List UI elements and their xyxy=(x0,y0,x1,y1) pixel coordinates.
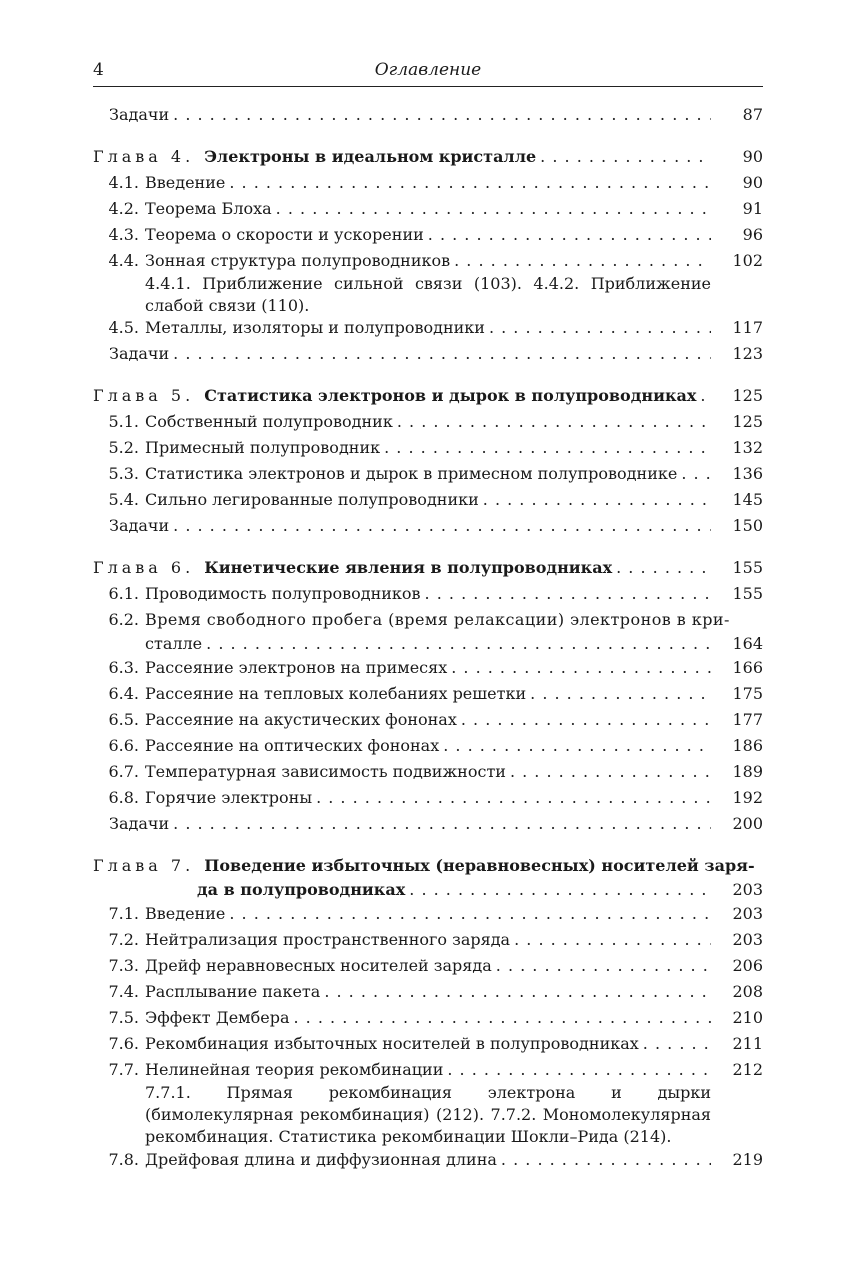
entry-label: Зонная структура полупроводников xyxy=(145,251,451,270)
section-number: 6.2. xyxy=(108,610,139,629)
leader-dots xyxy=(447,1058,711,1082)
page-ref: 125 xyxy=(732,412,763,431)
toc-line xyxy=(93,171,763,195)
page-ref: 155 xyxy=(732,558,763,577)
chapter-prefix: Глава 5. xyxy=(93,386,195,405)
entry-label: Теорема Блоха xyxy=(145,199,272,218)
entry-label-cont: сталле xyxy=(145,634,203,653)
toc-line xyxy=(93,316,763,340)
chapter-prefix: Глава 4. xyxy=(93,147,195,166)
entry-label: Проводимость полупроводников xyxy=(145,584,421,603)
toc-line xyxy=(93,878,763,902)
toc-entry[interactable] xyxy=(93,316,763,340)
entry-label: Рассеяние электронов на примесях xyxy=(145,658,448,677)
entry-label: Рекомбинация избыточных носителей в полупроводниках xyxy=(145,1034,639,1053)
page-ref: 96 xyxy=(742,225,763,244)
leader-dots xyxy=(206,632,711,656)
toc-entry[interactable] xyxy=(93,656,763,680)
toc-entry[interactable] xyxy=(93,812,763,836)
page-ref: 175 xyxy=(732,684,763,703)
toc-line xyxy=(93,928,763,952)
entry-label: Статистика электронов и дырок в примесном полупроводнике xyxy=(145,464,678,483)
leader-dots xyxy=(294,1006,712,1030)
toc-line xyxy=(93,682,763,706)
entry-label: Рассеяние на тепловых колебаниях решетки xyxy=(145,684,527,703)
toc-line xyxy=(93,103,763,127)
page-ref: 203 xyxy=(732,880,763,899)
entry-label: Температурная зависимость подвижности xyxy=(145,762,506,781)
section-number: 6.7. xyxy=(108,762,139,781)
toc-line xyxy=(93,436,763,460)
entry-label: Металлы, изоляторы и полупроводники xyxy=(145,318,485,337)
toc-line xyxy=(93,410,763,434)
entry-label: Дрейфовая длина и диффузионная длина xyxy=(145,1150,497,1169)
page-ref: 90 xyxy=(742,147,763,166)
section-number: 6.4. xyxy=(108,684,139,703)
toc-line xyxy=(93,1058,763,1082)
entry-label: Нейтрализация пространственного заряда xyxy=(145,930,511,949)
page-ref: 87 xyxy=(742,105,763,124)
entry-label: Задачи xyxy=(109,516,170,535)
leader-dots xyxy=(173,342,711,366)
page-ref: 210 xyxy=(732,1008,763,1027)
section-number: 7.1. xyxy=(108,904,139,923)
leader-dots xyxy=(173,103,711,127)
toc-line xyxy=(93,514,763,538)
leader-dots xyxy=(276,197,711,221)
entry-label: Примесный полупроводник xyxy=(145,438,381,457)
page-ref: 192 xyxy=(732,788,763,807)
leader-dots xyxy=(540,145,711,169)
page-ref: 189 xyxy=(732,762,763,781)
page-ref: 186 xyxy=(732,736,763,755)
toc-line xyxy=(93,1032,763,1056)
toc-entry[interactable] xyxy=(93,384,763,408)
leader-dots xyxy=(428,223,711,247)
leader-dots xyxy=(483,488,711,512)
page-ref: 125 xyxy=(732,386,763,405)
toc-line xyxy=(93,145,763,169)
section-number: 5.3. xyxy=(108,464,139,483)
toc-line xyxy=(93,582,763,606)
entry-label: Горячие электроны xyxy=(145,788,313,807)
toc-line xyxy=(93,608,763,632)
toc-line xyxy=(93,342,763,366)
toc-entry[interactable] xyxy=(93,223,763,247)
leader-dots xyxy=(454,249,711,273)
section-number: 7.7. xyxy=(108,1060,139,1079)
leader-dots xyxy=(173,514,711,538)
chapter-prefix: Глава 7. xyxy=(93,856,195,875)
leader-dots xyxy=(510,760,711,784)
entry-label: Сильно легированные полупроводники xyxy=(145,490,479,509)
page-ref: 145 xyxy=(732,490,763,509)
section-number: 5.1. xyxy=(108,412,139,431)
toc-line xyxy=(93,462,763,486)
toc-entry[interactable] xyxy=(93,436,763,460)
leader-dots xyxy=(316,786,711,810)
page-ref: 164 xyxy=(732,634,763,653)
page-ref: 208 xyxy=(732,982,763,1001)
section-number: 6.3. xyxy=(108,658,139,677)
entry-label: Собственный полупроводник xyxy=(145,412,393,431)
toc-entry[interactable] xyxy=(93,103,763,127)
toc-entry[interactable] xyxy=(93,488,763,512)
page xyxy=(93,58,763,1169)
leader-dots xyxy=(173,812,711,836)
entry-label: Задачи xyxy=(109,814,170,833)
toc-line xyxy=(93,656,763,680)
toc-entry[interactable] xyxy=(93,145,763,169)
toc-entry[interactable] xyxy=(93,1006,763,1030)
toc-entry[interactable] xyxy=(93,734,763,758)
entry-label: Задачи xyxy=(109,105,170,124)
page-ref: 102 xyxy=(732,251,763,270)
page-ref: 136 xyxy=(732,464,763,483)
leader-dots xyxy=(425,582,711,606)
entry-label: Теорема о скорости и ускорении xyxy=(145,225,424,244)
running-title: Оглавление xyxy=(374,60,482,80)
entry-label: Рассеяние на акустических фононах xyxy=(145,710,457,729)
page-ref: 90 xyxy=(742,173,763,192)
leader-dots xyxy=(397,410,711,434)
chapter-title: Статистика электронов и дырок в полупроводниках xyxy=(204,386,697,405)
toc-entry[interactable] xyxy=(93,708,763,732)
toc-entry[interactable] xyxy=(93,954,763,978)
leader-dots xyxy=(443,734,711,758)
chapter-title: Электроны в идеальном кристалле xyxy=(204,147,537,166)
toc-line xyxy=(93,556,763,580)
toc-entry[interactable] xyxy=(93,980,763,1004)
page-ref: 211 xyxy=(732,1034,763,1053)
toc-line xyxy=(93,197,763,221)
page-number: 4 xyxy=(93,60,104,80)
leader-dots xyxy=(384,436,711,460)
section-number: 5.4. xyxy=(108,490,139,509)
page-ref: 166 xyxy=(732,658,763,677)
leader-dots xyxy=(461,708,711,732)
leader-dots xyxy=(681,462,711,486)
toc-entry[interactable] xyxy=(93,902,763,926)
section-number: 4.2. xyxy=(108,199,139,218)
entry-label: Дрейф неравновесных носителей заряда xyxy=(145,956,492,975)
page-ref: 177 xyxy=(732,710,763,729)
section-number: 6.5. xyxy=(108,710,139,729)
toc-line xyxy=(93,854,763,878)
section-number: 7.8. xyxy=(108,1150,139,1169)
section-number: 4.3. xyxy=(108,225,139,244)
chapter-title-cont: да в полупроводниках xyxy=(197,880,406,899)
toc-line xyxy=(93,812,763,836)
entry-label: Время свободного пробега (время релаксации) электронов в кри- xyxy=(145,610,730,629)
section-number: 6.6. xyxy=(108,736,139,755)
toc-line xyxy=(93,734,763,758)
leader-dots xyxy=(229,171,711,195)
toc-entry[interactable] xyxy=(93,462,763,486)
section-number: 7.2. xyxy=(108,930,139,949)
section-number: 7.6. xyxy=(108,1034,139,1053)
entry-label: Расплывание пакета xyxy=(145,982,321,1001)
section-number: 7.3. xyxy=(108,956,139,975)
leader-dots xyxy=(616,556,711,580)
page-ref: 203 xyxy=(732,930,763,949)
chapter-title: Кинетические явления в полупроводниках xyxy=(204,558,613,577)
toc-entry[interactable] xyxy=(93,249,763,317)
section-number: 6.8. xyxy=(108,788,139,807)
page-ref: 123 xyxy=(732,344,763,363)
toc-line xyxy=(93,1148,763,1172)
entry-label: Введение xyxy=(145,173,226,192)
entry-label: Эффект Дембера xyxy=(145,1008,290,1027)
leader-dots xyxy=(451,656,711,680)
leader-dots xyxy=(409,878,711,902)
toc-entry[interactable] xyxy=(93,1148,763,1172)
leader-dots xyxy=(324,980,711,1004)
leader-dots xyxy=(496,954,711,978)
page-ref: 91 xyxy=(742,199,763,218)
toc-line xyxy=(93,223,763,247)
page-ref: 212 xyxy=(732,1060,763,1079)
toc-entry[interactable] xyxy=(93,608,763,656)
toc-line xyxy=(93,632,763,656)
leader-dots xyxy=(700,384,711,408)
toc-entry[interactable] xyxy=(93,1032,763,1056)
toc-entry[interactable] xyxy=(93,342,763,366)
page-ref: 206 xyxy=(732,956,763,975)
toc-line xyxy=(93,786,763,810)
toc-entry[interactable] xyxy=(93,556,763,580)
section-number: 4.1. xyxy=(108,173,139,192)
section-number: 5.2. xyxy=(108,438,139,457)
page-ref: 219 xyxy=(732,1150,763,1169)
subsection-list: 4.4.1. Приближение сильной связи (103). 4.4.2. Приближение слабой связи (110). xyxy=(145,274,711,315)
entry-label: Рассеяние на оптических фононах xyxy=(145,736,440,755)
toc-line xyxy=(93,954,763,978)
leader-dots xyxy=(501,1148,711,1172)
leader-dots xyxy=(514,928,711,952)
entry-label: Задачи xyxy=(109,344,170,363)
toc-line xyxy=(93,760,763,784)
entry-label: Нелинейная теория рекомбинации xyxy=(145,1060,444,1079)
chapter-prefix: Глава 6. xyxy=(93,558,195,577)
page-ref: 203 xyxy=(732,904,763,923)
section-number: 4.4. xyxy=(108,251,139,270)
toc-entry[interactable] xyxy=(93,197,763,221)
running-header xyxy=(93,58,763,87)
toc-entry[interactable] xyxy=(93,854,763,902)
entry-label: Введение xyxy=(145,904,226,923)
section-number: 7.4. xyxy=(108,982,139,1001)
toc-line xyxy=(93,902,763,926)
toc-line xyxy=(93,488,763,512)
toc-line xyxy=(93,708,763,732)
toc-entry[interactable] xyxy=(93,928,763,952)
leader-dots xyxy=(643,1032,711,1056)
toc-entry[interactable] xyxy=(93,682,763,706)
section-number: 6.1. xyxy=(108,584,139,603)
toc-entry[interactable] xyxy=(93,582,763,606)
page-ref: 155 xyxy=(732,584,763,603)
page-ref: 117 xyxy=(732,318,763,337)
leader-dots xyxy=(489,316,711,340)
page-ref: 132 xyxy=(732,438,763,457)
toc-entry[interactable] xyxy=(93,760,763,784)
section-number: 7.5. xyxy=(108,1008,139,1027)
page-ref: 150 xyxy=(732,516,763,535)
toc-line xyxy=(93,1006,763,1030)
section-number: 4.5. xyxy=(108,318,139,337)
page-ref: 200 xyxy=(732,814,763,833)
toc-line xyxy=(93,384,763,408)
chapter-title: Поведение избыточных (неравновесных) носителей заря- xyxy=(204,856,755,875)
toc-line xyxy=(93,980,763,1004)
toc-entry[interactable] xyxy=(93,514,763,538)
leader-dots xyxy=(229,902,711,926)
toc-entry[interactable] xyxy=(93,171,763,195)
toc-line xyxy=(93,249,763,273)
leader-dots xyxy=(530,682,711,706)
toc-entry[interactable] xyxy=(93,410,763,434)
toc-entry[interactable] xyxy=(93,786,763,810)
subsection-list: 7.7.1. Прямая рекомбинация электрона и дырки (бимолекулярная рекомбинация) (212). 7.7.2. Мономолекулярная рекомбинация. Статистика рекомбинации Шокли–Рида (214). xyxy=(145,1083,711,1146)
toc-entry[interactable] xyxy=(93,1058,763,1148)
